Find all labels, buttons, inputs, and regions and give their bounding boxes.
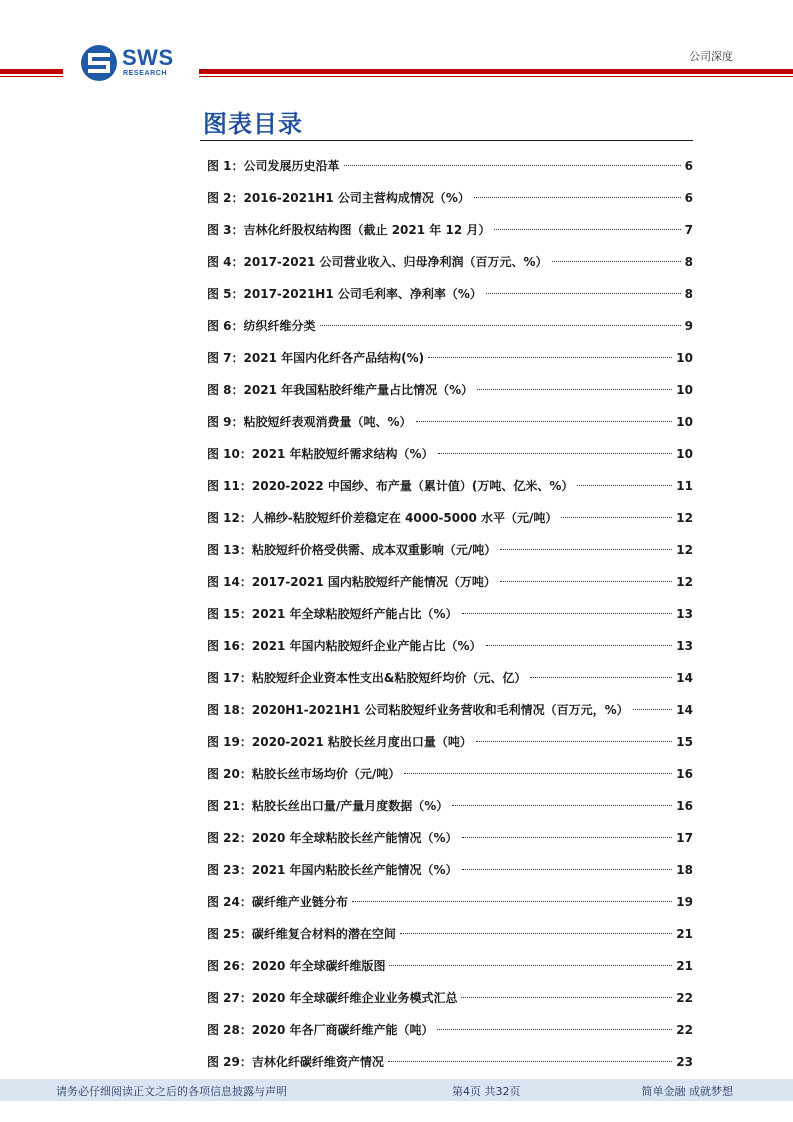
toc-entry-title: 2021 年国内粘胶短纤企业产能占比（%） — [251, 639, 482, 653]
toc-entry-label: 图 18： — [207, 703, 252, 717]
toc-entry[interactable] — [207, 952, 693, 984]
toc-entry-title: 粘胶短纤表观消费量（吨、%） — [243, 415, 412, 429]
toc-entry[interactable] — [207, 888, 693, 920]
toc-entry-title: 公司发展历史沿革 — [243, 159, 340, 173]
toc-entry-title: 吉林化纤碳纤维资产情况 — [251, 1055, 384, 1069]
toc-entry-page: 14 — [676, 671, 693, 685]
toc-entry[interactable] — [207, 856, 693, 888]
toc-entry-page: 21 — [676, 927, 693, 941]
header-rule-right — [199, 69, 793, 74]
toc-entry-label: 图 11： — [207, 479, 252, 493]
toc-entry-page: 8 — [684, 287, 693, 301]
toc-leader-dots — [500, 581, 672, 582]
toc-entry-label: 图 16： — [207, 639, 252, 653]
sws-logo-icon — [80, 44, 118, 82]
toc-entry-page: 17 — [676, 831, 693, 845]
toc-entry[interactable] — [207, 536, 693, 568]
toc-entry-title: 2016-2021H1 公司主营构成情况（%） — [243, 191, 470, 205]
toc-entry-label: 图 24： — [207, 895, 252, 909]
toc-entry[interactable] — [207, 920, 693, 952]
toc-entry[interactable] — [207, 344, 693, 376]
toc-leader-dots — [438, 453, 673, 454]
toc-leader-dots — [352, 901, 672, 902]
toc-entry-page: 15 — [676, 735, 693, 749]
toc-entry[interactable] — [207, 824, 693, 856]
toc-entry-label: 图 20： — [207, 767, 252, 781]
logo-text: SWS — [122, 45, 174, 70]
toc-entry-title: 2020 年全球粘胶长丝产能情况（%） — [251, 831, 458, 845]
toc-leader-dots — [400, 933, 672, 934]
toc-entry-page: 12 — [676, 543, 693, 557]
page-title: 图表目录 — [203, 110, 303, 138]
toc-entry[interactable] — [207, 984, 693, 1016]
toc-entry-title: 2020H1-2021H1 公司粘胶短纤业务营收和毛利情况（百万元，%） — [251, 703, 629, 717]
toc-leader-dots — [486, 645, 673, 646]
toc-entry-label: 图 5： — [207, 287, 244, 301]
toc-entry-page: 10 — [676, 351, 693, 365]
toc-leader-dots — [320, 325, 681, 326]
toc-entry-title: 2020-2021 粘胶长丝月度出口量（吨） — [251, 735, 472, 749]
toc-entry[interactable] — [207, 440, 693, 472]
toc-entry-title: 粘胶长丝市场均价（元/吨） — [251, 767, 401, 781]
toc-entry[interactable] — [207, 152, 693, 184]
toc-entry-label: 图 19： — [207, 735, 252, 749]
toc-leader-dots — [404, 773, 672, 774]
toc-leader-dots — [577, 485, 672, 486]
toc-leader-dots — [388, 1061, 672, 1062]
toc-entry[interactable] — [207, 600, 693, 632]
toc-entry[interactable] — [207, 568, 693, 600]
toc-leader-dots — [416, 421, 673, 422]
toc-entry-label: 图 4： — [207, 255, 244, 269]
toc-entry-page: 13 — [676, 639, 693, 653]
footer-disclaimer: 请务必仔细阅读正文之后的各项信息披露与声明 — [56, 1085, 287, 1098]
toc-leader-dots — [561, 517, 672, 518]
toc-entry[interactable] — [207, 312, 693, 344]
header-thin-rule-right — [199, 76, 793, 77]
report-type-label: 公司深度 — [689, 50, 733, 63]
footer-slogan: 简单金融 成就梦想 — [641, 1085, 733, 1098]
toc-entry-page: 21 — [676, 959, 693, 973]
toc-entry-page: 16 — [676, 767, 693, 781]
toc-entry-page: 14 — [676, 703, 693, 717]
toc-leader-dots — [452, 805, 672, 806]
toc-leader-dots — [437, 1029, 672, 1030]
toc-entry-label: 图 21： — [207, 799, 252, 813]
logo-subtext: RESEARCH — [123, 70, 168, 77]
toc-entry-label: 图 10： — [207, 447, 252, 461]
toc-leader-dots — [500, 549, 672, 550]
toc-entry[interactable] — [207, 472, 693, 504]
toc-entry-label: 图 29： — [207, 1055, 252, 1069]
toc-entry[interactable] — [207, 792, 693, 824]
toc-entry-title: 碳纤维产业链分布 — [251, 895, 348, 909]
toc-leader-dots — [633, 709, 673, 710]
toc-entry-title: 2021 年国内粘胶长丝产能情况（%） — [251, 863, 458, 877]
toc-entry-label: 图 27： — [207, 991, 252, 1005]
toc-leader-dots — [462, 869, 673, 870]
sws-logo — [80, 44, 190, 84]
toc-entry-title: 2021 年我国粘胶纤维产量占比情况（%） — [243, 383, 474, 397]
toc-leader-dots — [552, 261, 681, 262]
toc-entry-label: 图 26： — [207, 959, 252, 973]
toc-entry-page: 22 — [676, 991, 693, 1005]
toc-entry-title: 碳纤维复合材料的潜在空间 — [251, 927, 396, 941]
toc-entry-page: 19 — [676, 895, 693, 909]
toc-entry-page: 10 — [676, 447, 693, 461]
toc-entry[interactable] — [207, 184, 693, 216]
toc-entry-title: 2020 年各厂商碳纤维产能（吨） — [251, 1023, 434, 1037]
toc-entry[interactable] — [207, 664, 693, 696]
toc-entry-page: 12 — [676, 511, 693, 525]
toc-entry-page: 13 — [676, 607, 693, 621]
toc-entry-title: 2017-2021H1 公司毛利率、净利率（%） — [243, 287, 482, 301]
toc-entry-page: 9 — [684, 319, 693, 333]
toc-entry-page: 7 — [684, 223, 693, 237]
toc-entry-title: 纺织纤维分类 — [243, 319, 316, 333]
toc-entry-label: 图 28： — [207, 1023, 252, 1037]
toc-entry-title: 2017-2021 国内粘胶短纤产能情况（万吨） — [251, 575, 496, 589]
toc-entry[interactable] — [207, 216, 693, 248]
toc-entry-label: 图 22： — [207, 831, 252, 845]
header-rule-left — [0, 69, 63, 74]
toc-entry-title: 2020 年全球碳纤维企业业务模式汇总 — [251, 991, 458, 1005]
toc-entry-page: 11 — [676, 479, 693, 493]
toc-entry-page: 16 — [676, 799, 693, 813]
toc-leader-dots — [494, 229, 680, 230]
toc-entry-title: 2020 年全球碳纤维版图 — [251, 959, 386, 973]
toc-entry[interactable] — [207, 376, 693, 408]
toc-entry-page: 10 — [676, 383, 693, 397]
toc-entry-label: 图 1： — [207, 159, 244, 173]
toc-entry-page: 6 — [684, 159, 693, 173]
toc-leader-dots — [477, 389, 672, 390]
toc-entry-title: 人棉纱-粘胶短纤价差稳定在 4000-5000 水平（元/吨） — [251, 511, 558, 525]
toc-entry-title: 2021 年粘胶短纤需求结构（%） — [251, 447, 434, 461]
toc-entry[interactable] — [207, 696, 693, 728]
toc-entry[interactable] — [207, 1016, 693, 1048]
toc-leader-dots — [462, 837, 673, 838]
toc-entry-title: 粘胶短纤企业资本性支出&粘胶短纤均价（元、亿） — [251, 671, 527, 685]
toc-entry-label: 图 6： — [207, 319, 244, 333]
toc-entry[interactable] — [207, 504, 693, 536]
toc-entry-label: 图 13： — [207, 543, 252, 557]
toc-entry[interactable] — [207, 632, 693, 664]
toc-entry[interactable] — [207, 248, 693, 280]
toc-entry-label: 图 3： — [207, 223, 244, 237]
footer-page-info: 第4页 共32页 — [452, 1085, 521, 1098]
toc-leader-dots — [389, 965, 672, 966]
toc-leader-dots — [474, 197, 681, 198]
toc-entry-label: 图 2： — [207, 191, 244, 205]
toc-entry-title: 粘胶长丝出口量/产量月度数据（%） — [251, 799, 449, 813]
toc-entry-label: 图 15： — [207, 607, 252, 621]
toc-entry-title: 吉林化纤股权结构图（截止 2021 年 12 月） — [243, 223, 491, 237]
title-divider — [200, 140, 693, 141]
toc-leader-dots — [486, 293, 681, 294]
header-thin-rule-left — [0, 76, 63, 77]
toc-entry-label: 图 9： — [207, 415, 244, 429]
toc-entry-title: 2021 年全球粘胶短纤产能占比（%） — [251, 607, 458, 621]
toc-entry-title: 粘胶短纤价格受供需、成本双重影响（元/吨） — [251, 543, 497, 557]
toc-entry[interactable] — [207, 408, 693, 440]
toc-entry-page: 10 — [676, 415, 693, 429]
toc-entry-label: 图 23： — [207, 863, 252, 877]
toc-entry-label: 图 7： — [207, 351, 244, 365]
toc-entry-title: 2020-2022 中国纱、布产量（累计值）(万吨、亿米、%） — [251, 479, 574, 493]
toc-entry-label: 图 12： — [207, 511, 252, 525]
toc-entry[interactable] — [207, 280, 693, 312]
toc-entry-title: 2017-2021 公司营业收入、归母净利润（百万元、%） — [243, 255, 548, 269]
toc-leader-dots — [344, 165, 681, 166]
toc-entry-page: 12 — [676, 575, 693, 589]
toc-entry[interactable] — [207, 1048, 693, 1080]
toc-entry[interactable] — [207, 728, 693, 760]
toc-leader-dots — [462, 613, 673, 614]
toc-entry[interactable] — [207, 760, 693, 792]
toc-leader-dots — [530, 677, 672, 678]
toc-entry-page: 8 — [684, 255, 693, 269]
toc-entry-page: 18 — [676, 863, 693, 877]
toc-leader-dots — [428, 357, 672, 358]
toc-entry-label: 图 25： — [207, 927, 252, 941]
toc-entry-label: 图 8： — [207, 383, 244, 397]
toc-entry-title: 2021 年国内化纤各产品结构(%) — [243, 351, 425, 365]
toc-leader-dots — [476, 741, 672, 742]
toc-entry-label: 图 14： — [207, 575, 252, 589]
figure-toc-list — [207, 152, 693, 1080]
toc-entry-page: 22 — [676, 1023, 693, 1037]
toc-entry-page: 23 — [676, 1055, 693, 1069]
toc-leader-dots — [461, 997, 672, 998]
toc-entry-label: 图 17： — [207, 671, 252, 685]
toc-entry-page: 6 — [684, 191, 693, 205]
